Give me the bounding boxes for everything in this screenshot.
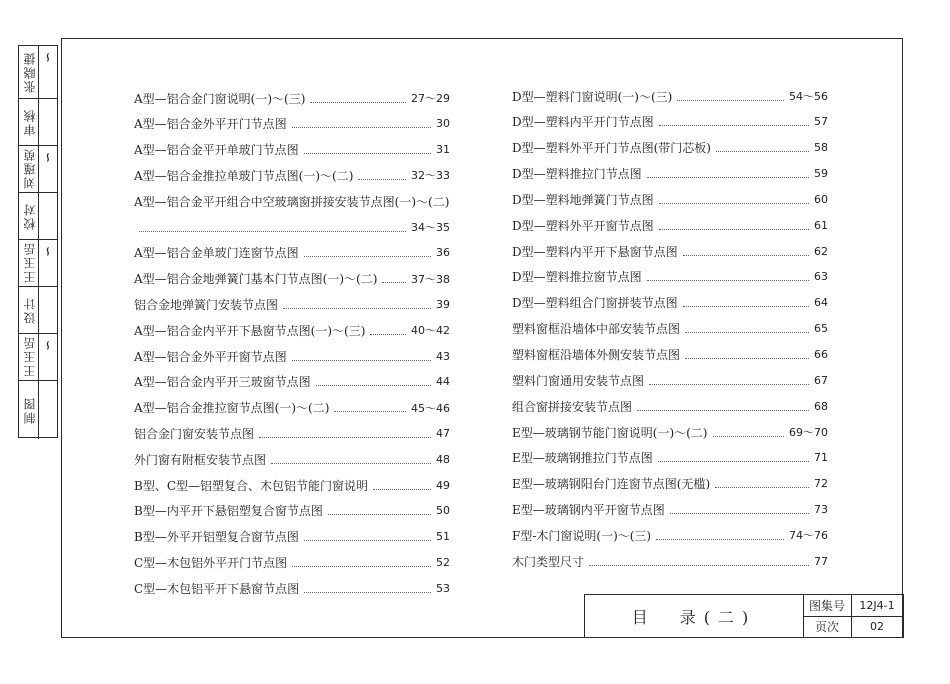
approval-cell <box>19 98 57 145</box>
toc-entry-title: D型—塑料推拉门节点图 <box>512 167 642 182</box>
approval-cell <box>19 192 57 239</box>
toc-entry <box>134 218 450 236</box>
toc-entry-page: 44 <box>436 375 450 389</box>
toc-entry-page: 32～33 <box>411 169 450 183</box>
toc-entry-page: 47 <box>436 426 450 440</box>
approval-role: 刘瑾萸 <box>23 147 37 189</box>
toc-entry-page: 36 <box>436 246 450 260</box>
approval-cell <box>19 286 57 333</box>
toc-entry <box>512 320 828 338</box>
toc-entry-title: A型—铝合金内平开三玻窗节点图 <box>134 375 311 390</box>
leader-dots <box>685 332 809 333</box>
leader-dots <box>310 102 406 103</box>
toc-entry-title: C型—木包铝外平开门节点图 <box>134 555 288 570</box>
toc-entry-title: A型—铝合金平开组合中空玻璃窗拼接安装节点图(一)～(二) <box>134 194 450 209</box>
toc-entry-title: A型—铝合金推拉窗节点图(一)～(二) <box>134 401 330 416</box>
toc-entry-title: E型—玻璃钢节能门窗说明(一)～(二) <box>512 425 708 440</box>
toc-entry <box>512 552 828 570</box>
toc-entry <box>512 216 828 234</box>
toc-entry-title: D型—塑料外平开窗节点图 <box>512 218 654 233</box>
toc-entry <box>512 139 828 157</box>
signature-mark: ∽ <box>41 52 56 63</box>
toc-entry <box>512 165 828 183</box>
leader-dots <box>292 566 431 567</box>
toc-entry <box>134 321 450 339</box>
leader-dots <box>683 255 809 256</box>
toc-entry <box>134 373 450 391</box>
toc-entry-page: 37～38 <box>411 272 450 286</box>
page-number: 02 <box>870 620 884 633</box>
title-block <box>584 594 904 638</box>
toc-entry <box>134 141 450 159</box>
toc-entry <box>512 346 828 364</box>
toc-entry-page: 73 <box>814 503 828 517</box>
toc-entry <box>512 294 828 312</box>
toc-entry-page: 58 <box>814 141 828 155</box>
signature-mark: ∽ <box>41 152 56 163</box>
toc-entry <box>134 166 450 184</box>
approval-cell <box>19 333 57 380</box>
toc-entry-title: B型—外平开铝塑复合窗节点图 <box>134 530 299 545</box>
leader-dots <box>304 540 431 541</box>
toc-entry <box>512 449 828 467</box>
leader-dots <box>647 177 809 178</box>
toc-entry-page: 60 <box>814 192 828 206</box>
toc-entry-title: F型-木门窗说明(一)～(三) <box>512 528 652 543</box>
leader-dots <box>716 151 809 152</box>
leader-dots <box>271 463 431 464</box>
toc-entry-page: 67 <box>814 373 828 387</box>
toc-entry <box>512 397 828 415</box>
toc-entry <box>134 295 450 313</box>
toc-entry-page: 45～46 <box>411 401 450 415</box>
toc-entry <box>512 190 828 208</box>
toc-entry <box>512 475 828 493</box>
cell-divider <box>38 381 39 439</box>
toc-entry-page: 77 <box>814 554 828 568</box>
leader-dots <box>370 334 406 335</box>
toc-entry-title: D型—塑料外平开门节点图(带门芯板) <box>512 141 711 156</box>
toc-entry-title: E型—玻璃钢阳台门连窗节点图(无槛) <box>512 477 711 492</box>
toc-entry-page: 50 <box>436 504 450 518</box>
toc-entry <box>512 526 828 544</box>
toc-entry <box>134 115 450 133</box>
leader-dots <box>283 308 431 309</box>
leader-dots <box>656 539 784 540</box>
toc-entry <box>512 501 828 519</box>
approval-cell <box>19 145 57 192</box>
toc-entry <box>134 450 450 468</box>
toc-entry-title: A型—铝合金单玻门连窗节点图 <box>134 246 299 261</box>
toc-entry <box>134 528 450 546</box>
toc-entry <box>512 423 828 441</box>
toc-entry <box>134 579 450 597</box>
toc-entry-page: 48 <box>436 452 450 466</box>
toc-entry <box>134 192 450 210</box>
toc-entry <box>512 242 828 260</box>
leader-dots <box>589 565 809 566</box>
signature-mark: ∽ <box>41 246 56 257</box>
toc-entry <box>134 553 450 571</box>
toc-entry <box>134 399 450 417</box>
cell-divider <box>38 193 39 239</box>
leader-dots <box>670 513 809 514</box>
toc-entry-page: 61 <box>814 218 828 232</box>
toc-entry-page: 68 <box>814 399 828 413</box>
leader-dots <box>659 203 809 204</box>
toc-entry-page: 40～42 <box>411 324 450 338</box>
toc-entry-page: 49 <box>436 478 450 492</box>
toc-entry <box>134 89 450 107</box>
toc-entry <box>134 502 450 520</box>
toc-entry-title: D型—塑料内平开下悬窗节点图 <box>512 244 678 259</box>
leader-dots <box>304 256 431 257</box>
leader-dots <box>139 231 406 232</box>
leader-dots <box>637 410 809 411</box>
leader-dots <box>659 229 809 230</box>
cell-divider <box>38 99 39 145</box>
leader-dots <box>677 100 784 101</box>
toc-entry-page: 51 <box>436 530 450 544</box>
toc-entry-title: A型—铝合金地弹簧门基本门节点图(一)～(二) <box>134 272 378 287</box>
toc-entry-title: 塑料窗框沿墙体中部安装节点图 <box>512 322 681 337</box>
toc-entry-page: 63 <box>814 270 828 284</box>
toc-entry-page: 39 <box>436 297 450 311</box>
cell-divider <box>38 146 39 192</box>
leader-dots <box>358 179 406 180</box>
leader-dots <box>373 489 431 490</box>
leader-dots <box>304 592 431 593</box>
atlas-label: 图集号 <box>808 599 845 613</box>
toc-entry-title: E型—玻璃钢推拉门节点图 <box>512 451 653 466</box>
toc-entry-title: A型—铝合金内平开下悬窗节点图(一)～(三) <box>134 323 366 338</box>
leader-dots <box>683 306 809 307</box>
leader-dots <box>292 360 431 361</box>
leader-dots <box>715 487 809 488</box>
toc-entry-title: 组合窗拼接安装节点图 <box>512 399 633 414</box>
toc-entry-title: E型—玻璃钢内平开窗节点图 <box>512 503 665 518</box>
leader-dots <box>649 384 809 385</box>
toc-entry-title: D型—塑料内平开门节点图 <box>512 115 654 130</box>
toc-entry-title: 铝合金地弹簧门安装节点图 <box>134 297 279 312</box>
toc-entry-page: 43 <box>436 349 450 363</box>
toc-entry-title: C型—木包铝平开下悬窗节点图 <box>134 581 300 596</box>
toc-entry <box>512 113 828 131</box>
toc-entry-title: A型—铝合金外平开窗节点图 <box>134 349 287 364</box>
toc-entry-page: 62 <box>814 244 828 258</box>
toc-entry-page: 27～29 <box>411 92 450 105</box>
toc-entry-page: 72 <box>814 477 828 491</box>
leader-dots <box>334 411 406 412</box>
leader-dots <box>304 153 431 154</box>
toc-entry-title: A型—铝合金平开单玻门节点图 <box>134 143 299 158</box>
toc-entry-title: 塑料门窗通用安装节点图 <box>512 373 645 388</box>
toc-entry-title: A型—铝合金外平开门节点图 <box>134 117 287 132</box>
toc-entry-title: B型—内平开下悬铝塑复合窗节点图 <box>134 504 323 519</box>
approval-strip <box>18 45 58 438</box>
approval-role: 校对 <box>23 202 37 231</box>
toc-entry <box>512 87 828 105</box>
signature-mark: ∽ <box>41 340 56 351</box>
approval-cell <box>19 380 57 439</box>
toc-entry-title: A型—铝合金推拉单玻门节点图(一)～(二) <box>134 168 354 183</box>
toc-entry <box>134 424 450 442</box>
toc-entry <box>134 476 450 494</box>
toc-entry-page: 34～35 <box>411 221 450 234</box>
toc-entry-title: D型—塑料地弹簧门节点图 <box>512 192 654 207</box>
approval-cell <box>19 239 57 286</box>
toc-entry-page: 53 <box>436 581 450 595</box>
toc-entry-page: 30 <box>436 117 450 131</box>
toc-entry-title: D型—塑料门窗说明(一)～(三) <box>512 89 673 104</box>
approval-role: 张晓捷 <box>23 51 37 93</box>
toc-entry-title: D型—塑料推拉窗节点图 <box>512 270 642 285</box>
leader-dots <box>658 461 809 462</box>
toc-entry-page: 31 <box>436 143 450 157</box>
approval-role: 审核 <box>23 108 37 137</box>
approval-role: 设计 <box>23 296 37 325</box>
toc-entry-title: 塑料窗框沿墙体外侧安装节点图 <box>512 348 681 362</box>
toc-entry-title: 木门类型尺寸 <box>512 554 585 569</box>
leader-dots <box>292 127 431 128</box>
toc-entry-page: 57 <box>814 115 828 129</box>
toc-entry-page: 54～56 <box>789 90 828 103</box>
toc-entry-title: A型—铝合金门窗说明(一)～(三) <box>134 91 306 106</box>
toc-entry-page: 64 <box>814 296 828 310</box>
page-label: 页次 <box>814 620 839 634</box>
toc-entry-title: 铝合金门窗安装节点图 <box>134 426 255 441</box>
leader-dots <box>647 280 809 281</box>
cell-divider <box>38 240 39 286</box>
approval-role: 制图 <box>23 396 37 425</box>
toc-entry <box>512 371 828 389</box>
leader-dots <box>316 385 431 386</box>
toc-entry-page: 74～76 <box>789 529 828 543</box>
toc-entry-page: 69～70 <box>789 426 828 440</box>
toc-entry-title: D型—塑料组合门窗拼装节点图 <box>512 296 678 311</box>
toc-entry <box>134 270 450 288</box>
toc-entry-page: 59 <box>814 167 828 181</box>
toc-entry-page: 71 <box>814 451 828 465</box>
page-title: 目 录(二) <box>631 607 757 627</box>
toc-entry-page: 65 <box>814 322 828 336</box>
approval-cell <box>19 46 57 98</box>
leader-dots <box>328 514 431 515</box>
toc-entry-title: 外门窗有附框安装节点图 <box>134 452 267 467</box>
toc-entry <box>512 268 828 286</box>
cell-divider <box>38 334 39 380</box>
leader-dots <box>659 125 809 126</box>
approval-role: 王玉岳 <box>23 335 37 377</box>
toc-entry <box>134 347 450 365</box>
leader-dots <box>713 436 785 437</box>
atlas-number: 12J4-1 <box>859 599 895 612</box>
toc-entry-title: B型、C型—铝塑复合、木包铝节能门窗说明 <box>134 478 369 493</box>
leader-dots <box>685 358 809 359</box>
cell-divider <box>38 46 39 98</box>
toc-entry <box>134 244 450 262</box>
leader-dots <box>382 282 406 283</box>
toc-entry-page: 52 <box>436 555 450 569</box>
cell-divider <box>38 287 39 333</box>
approval-role: 王玉岳 <box>23 241 37 283</box>
leader-dots <box>259 437 431 438</box>
toc-entry-page: 66 <box>814 348 828 361</box>
